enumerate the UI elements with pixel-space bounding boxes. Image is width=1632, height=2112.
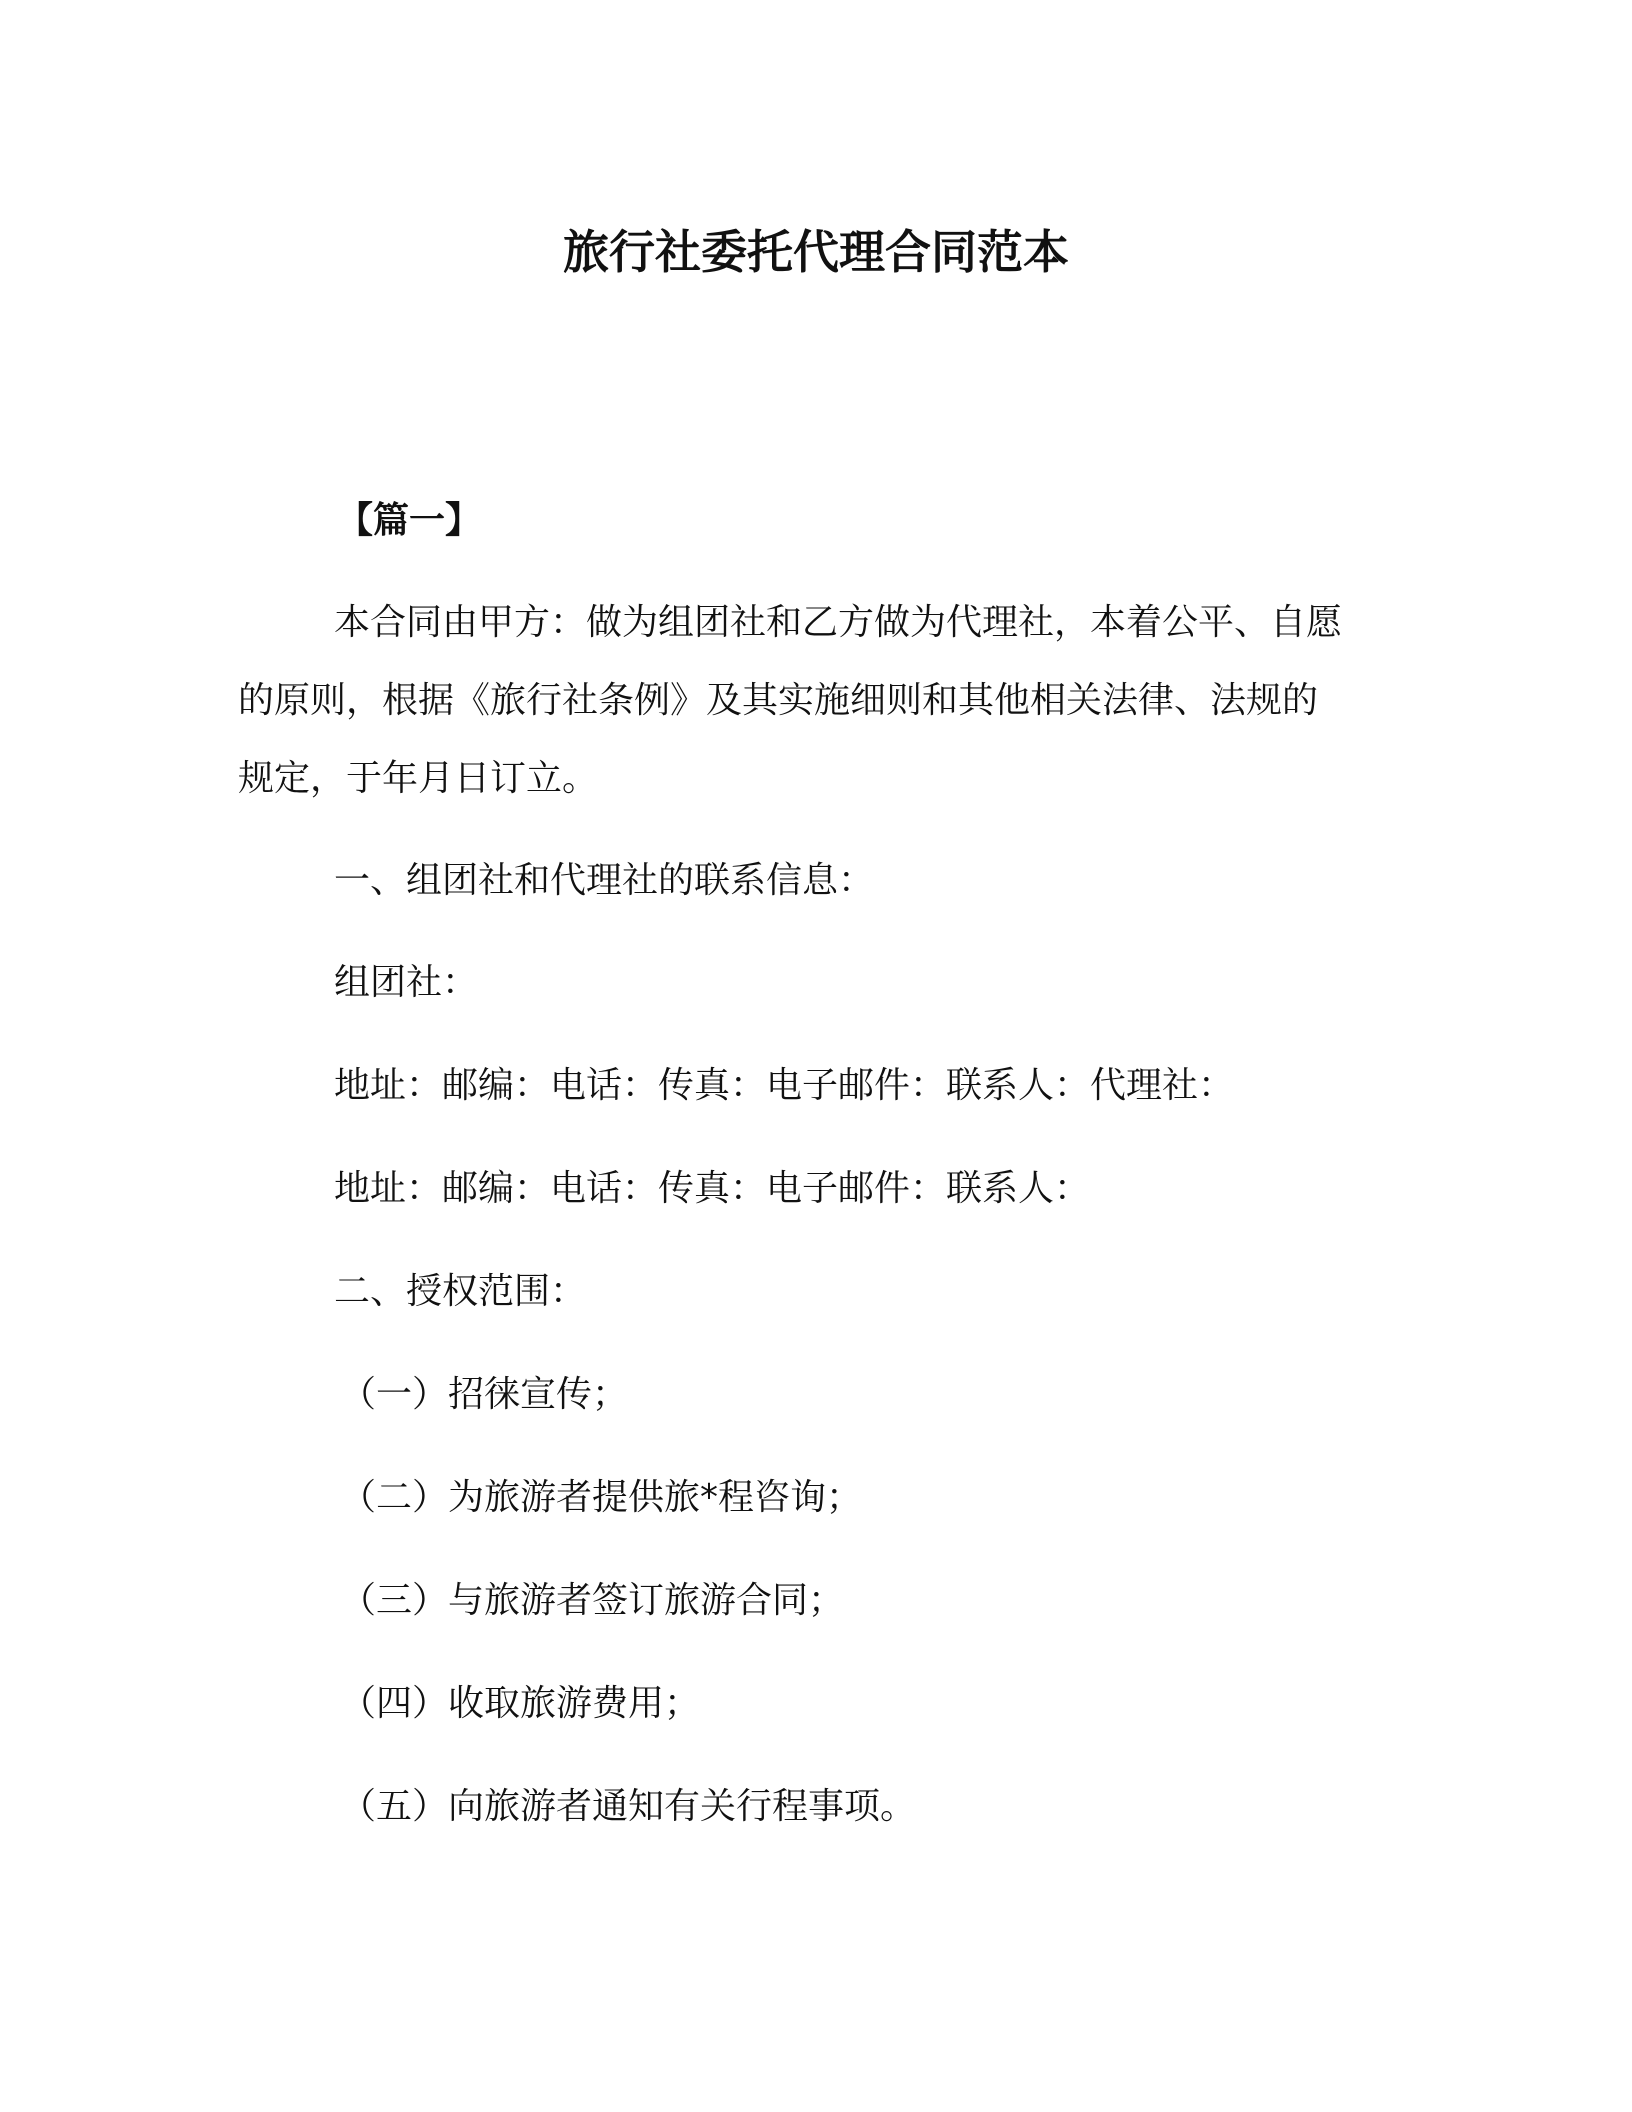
scope-item-3: （三）与旅游者签订旅游合同；: [340, 1580, 845, 1621]
intro-line-1: 本合同由甲方：做为组团社和乙方做为代理社，本着公平、自愿: [334, 602, 1343, 643]
organizer-contact-line: 地址：邮编：电话：传真：电子邮件：联系人：代理社：: [334, 1065, 1235, 1106]
intro-line-2: 的原则，根据《旅行社条例》及其实施细则和其他相关法律、法规的: [238, 680, 1319, 721]
scope-item-1: （一）招徕宣传；: [340, 1374, 629, 1415]
scope-item-2: （二）为旅游者提供旅*程咨询；: [340, 1477, 863, 1518]
intro-line-3: 规定，于年月日订立。: [238, 758, 599, 799]
organizer-label: 组团社：: [334, 962, 479, 1003]
scope-item-5: （五）向旅游者通知有关行程事项。: [340, 1786, 917, 1827]
scope-item-4: （四）收取旅游费用；: [340, 1683, 701, 1724]
section-heading: 【篇一】: [337, 500, 482, 541]
clause-1-heading: 一、组团社和代理社的联系信息：: [334, 860, 875, 901]
clause-2-heading: 二、授权范围：: [334, 1271, 587, 1312]
agent-contact-line: 地址：邮编：电话：传真：电子邮件：联系人：: [334, 1168, 1091, 1209]
document-title: 旅行社委托代理合同范本: [563, 225, 1069, 279]
